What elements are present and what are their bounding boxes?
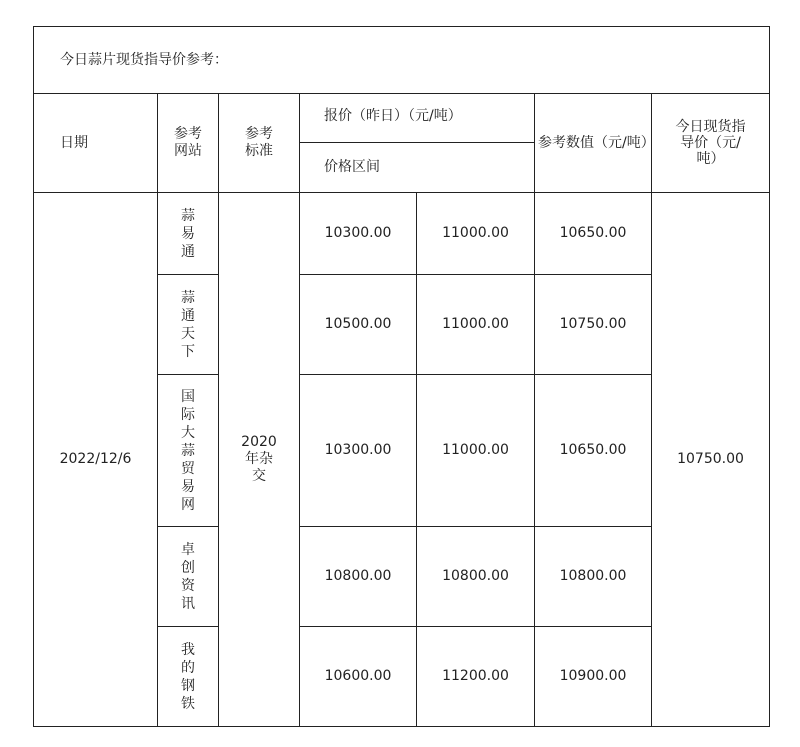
header-guide: 今日现货指导价（元/吨）: [652, 94, 770, 193]
date-cell: 2022/12/6: [34, 193, 158, 727]
header-site: 参考网站: [158, 94, 219, 193]
price-table-container: [33, 26, 770, 727]
header-standard: 参考标准: [219, 94, 300, 193]
high-price-cell: 11000.00: [417, 275, 535, 375]
low-price-cell: 10300.00: [300, 375, 417, 527]
low-price-cell: 10600.00: [300, 627, 417, 727]
low-price-cell: 10300.00: [300, 193, 417, 275]
ref-value-cell: 10650.00: [535, 375, 652, 527]
header-ref-value: 参考数值（元/吨）: [535, 94, 652, 193]
high-price-cell: 10800.00: [417, 527, 535, 627]
price-table: [33, 26, 770, 727]
site-cell: 蒜易通: [158, 193, 219, 275]
low-price-cell: 10800.00: [300, 527, 417, 627]
table-row: [34, 193, 770, 275]
site-cell: 蒜通天下: [158, 275, 219, 375]
header-quote: 报价（昨日）（元/吨）: [300, 94, 535, 143]
ref-value-cell: 10750.00: [535, 275, 652, 375]
site-cell: 国际大蒜贸易网: [158, 375, 219, 527]
standard-cell: 2020年杂交: [219, 193, 300, 727]
ref-value-cell: 10900.00: [535, 627, 652, 727]
ref-value-cell: 10800.00: [535, 527, 652, 627]
high-price-cell: 11200.00: [417, 627, 535, 727]
table-title: 今日蒜片现货指导价参考：: [34, 27, 770, 94]
header-range: 价格区间: [300, 143, 535, 193]
site-cell: 卓创资讯: [158, 527, 219, 627]
header-date: 日期: [34, 94, 158, 193]
ref-value-cell: 10650.00: [535, 193, 652, 275]
high-price-cell: 11000.00: [417, 375, 535, 527]
low-price-cell: 10500.00: [300, 275, 417, 375]
high-price-cell: 11000.00: [417, 193, 535, 275]
site-cell: 我的钢铁: [158, 627, 219, 727]
guide-price-cell: 10750.00: [652, 193, 770, 727]
